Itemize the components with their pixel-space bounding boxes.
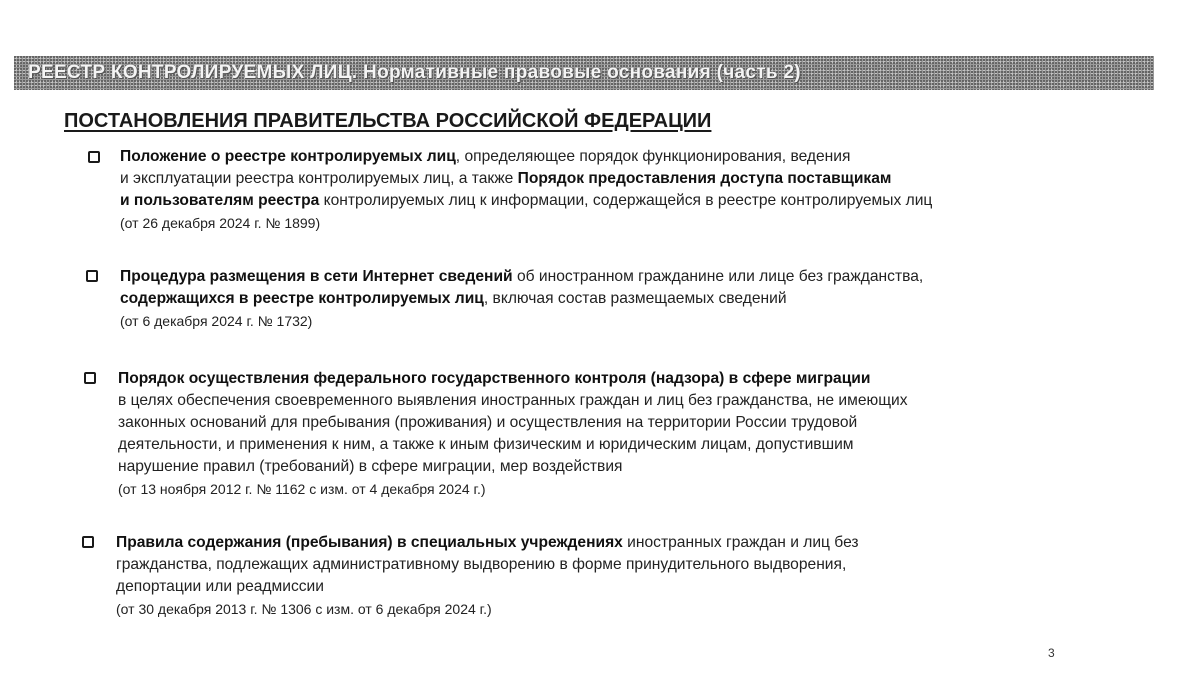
item-line: гражданства, подлежащих административному выдворению в форме принудительного выдворения, (116, 556, 847, 573)
item-title: Положение о реестре контролируемых лиц (120, 148, 456, 165)
item-line: в целях обеспечения своевременного выявления иностранных граждан и лиц без гражданства, не имеющих (118, 392, 908, 409)
checkbox-icon (86, 270, 98, 282)
checkbox-icon (88, 151, 100, 163)
section-title: ПОСТАНОВЛЕНИЯ ПРАВИТЕЛЬСТВА РОССИЙСКОЙ ФЕДЕРАЦИИ (64, 110, 712, 132)
item-line: и эксплуатации реестра контролируемых лиц, а также Порядок предоставления доступа поставщикам (120, 170, 892, 187)
item-line: и пользователям реестра контролируемых лиц к информации, содержащейся в реестре контролируемых лиц (120, 192, 933, 209)
item-line: Правила содержания (пребывания) в специальных учреждениях иностранных граждан и лиц без (116, 534, 859, 551)
item-reference: (от 13 ноября 2012 г. № 1162 с изм. от 4 декабря 2024 г.) (118, 481, 486, 497)
checkbox-icon (82, 536, 94, 548)
header-banner (14, 56, 1154, 90)
banner-title: РЕЕСТР КОНТРОЛИРУЕМЫХ ЛИЦ. Нормативные правовые основания (часть 2) (28, 62, 801, 83)
item-title: Порядок осуществления федерального государственного контроля (надзора) в сфере миграции (118, 370, 871, 387)
item-line: Процедура размещения в сети Интернет сведений об иностранном гражданине или лице без гражданства, (120, 268, 924, 285)
item-line: законных оснований для пребывания (проживания) и осуществления на территории России трудовой (118, 414, 858, 431)
item-line: деятельности, и применения к ним, а также к иным физическим и юридическим лицам, допустившим (118, 436, 854, 453)
item-line (118, 368, 908, 390)
item-line: содержащихся в реестре контролируемых лиц, включая состав размещаемых сведений (120, 290, 787, 307)
item-title: Правила содержания (пребывания) в специальных учреждениях (116, 534, 623, 551)
item-line: нарушение правил (требований) в сфере миграции, мер воздействия (118, 458, 623, 475)
page-number: 3 (1048, 646, 1055, 660)
checkbox-icon (84, 372, 96, 384)
item-reference: (от 26 декабря 2024 г. № 1899) (120, 215, 321, 231)
item-reference: (от 6 декабря 2024 г. № 1732) (120, 313, 313, 329)
item-reference: (от 30 декабря 2013 г. № 1306 с изм. от 6 декабря 2024 г.) (116, 601, 492, 617)
item-title: Процедура размещения в сети Интернет сведений (120, 268, 513, 285)
item-line: Положение о реестре контролируемых лиц, определяющее порядок функционирования, ведения (120, 148, 851, 165)
item-line: депортации или реадмиссии (116, 578, 324, 595)
